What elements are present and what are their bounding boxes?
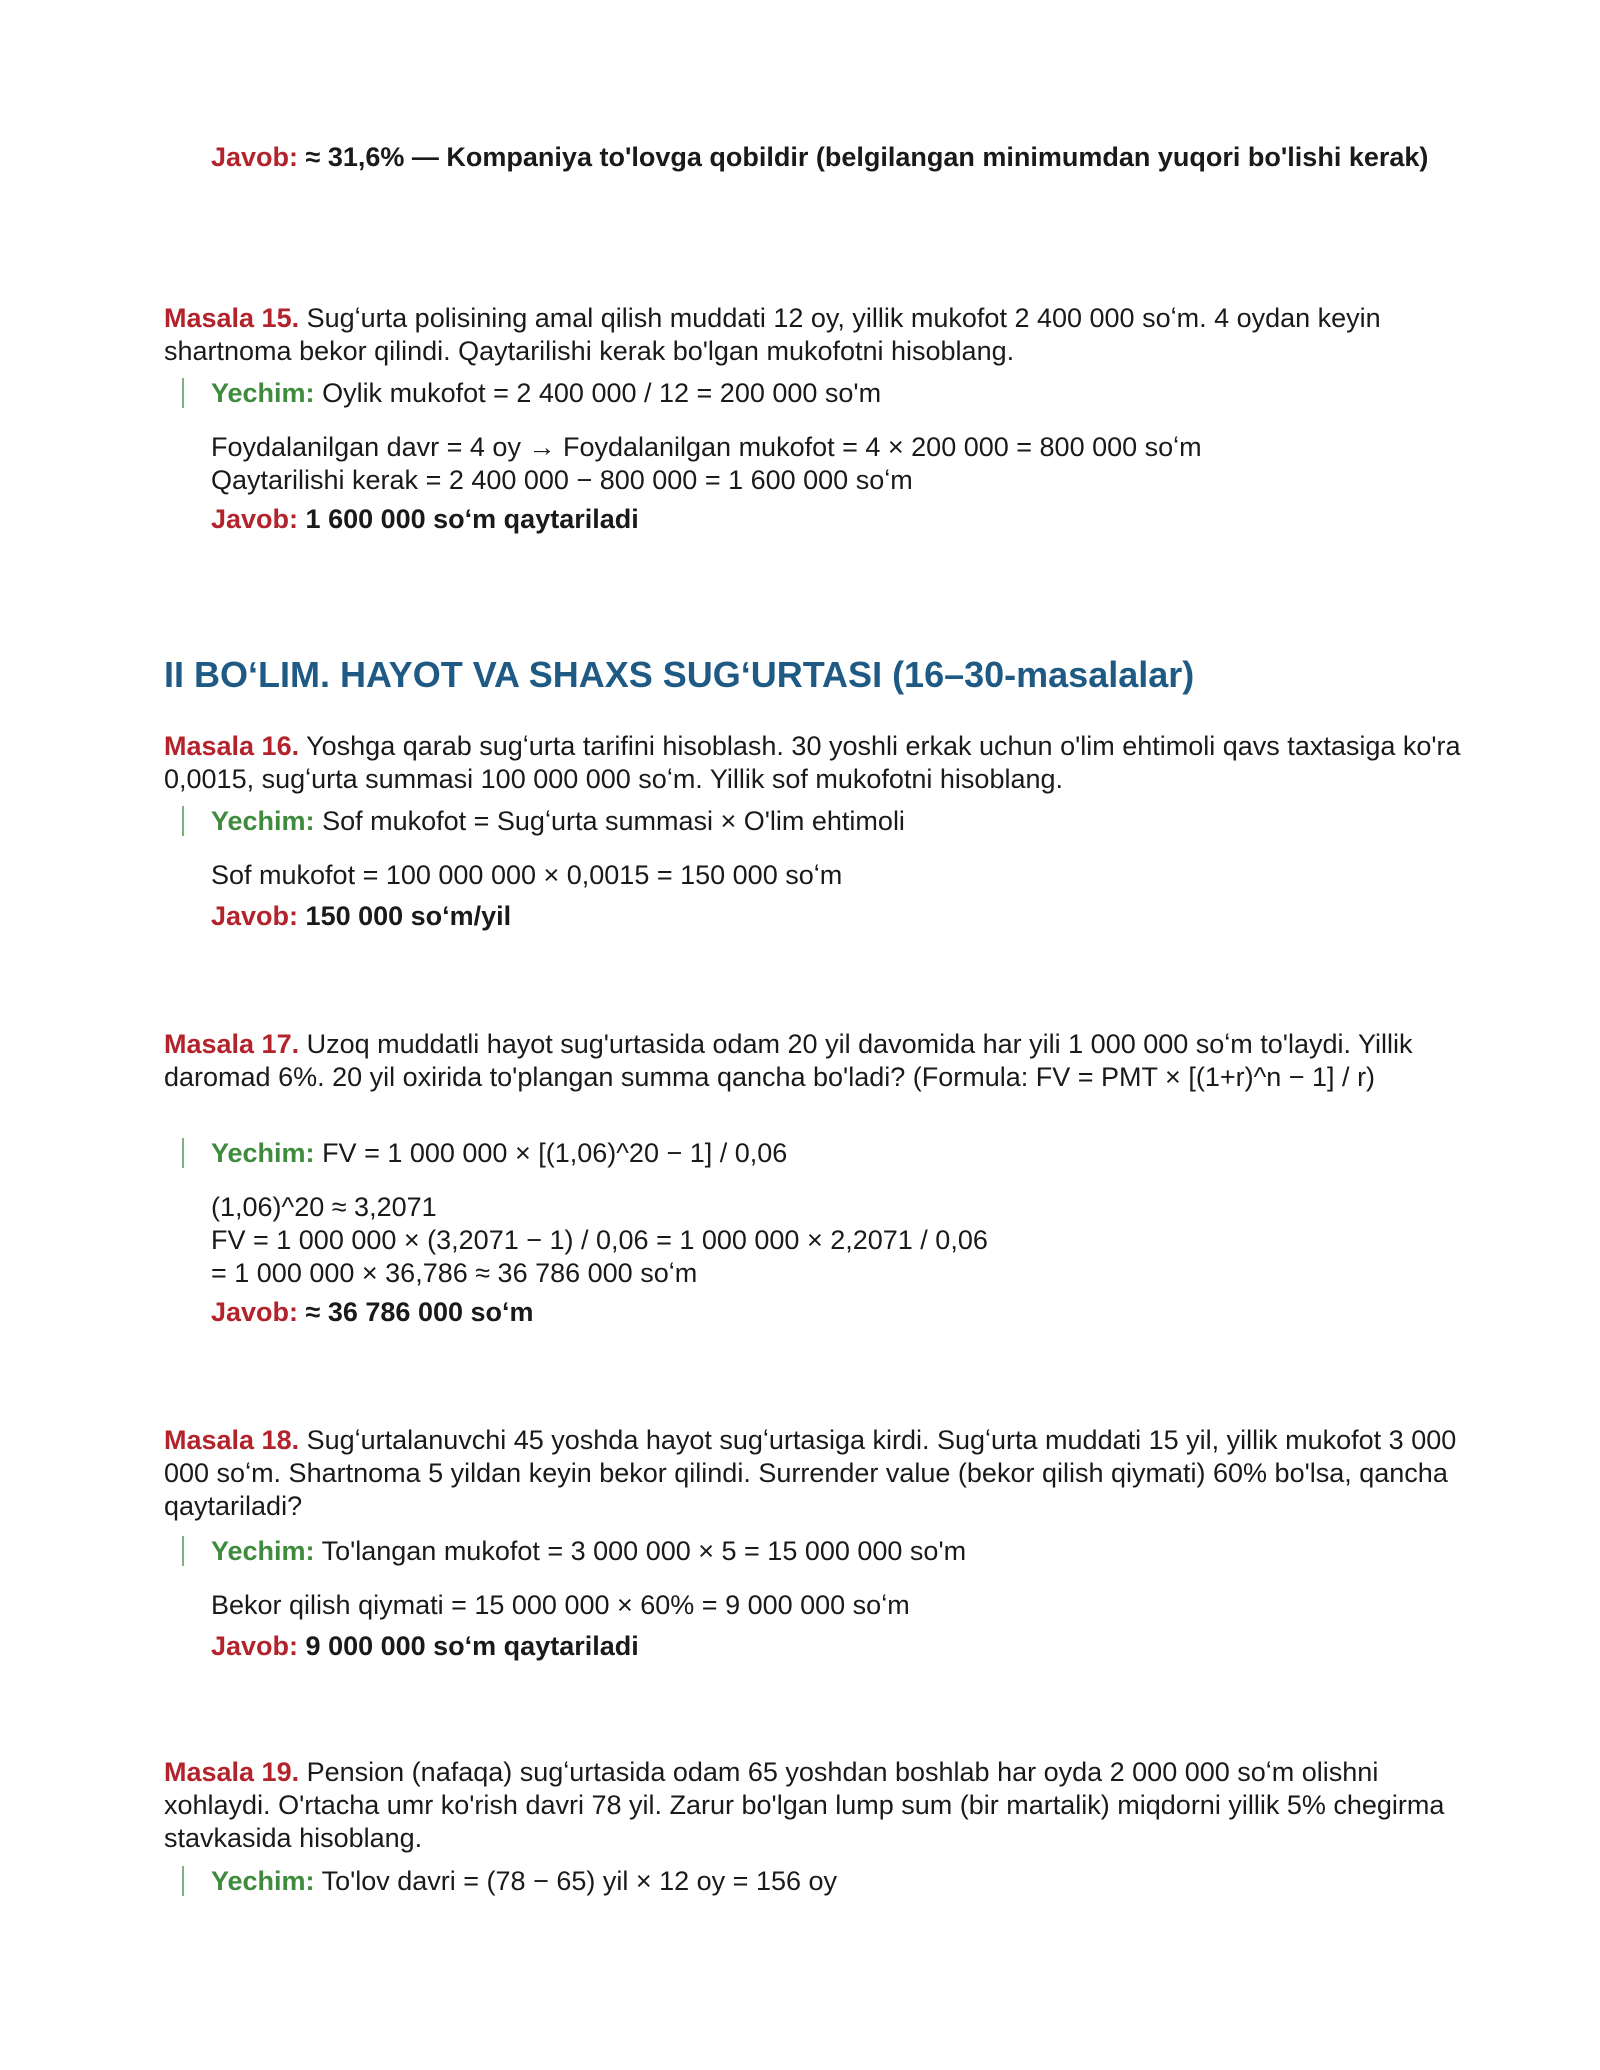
problem-text: Sugʻurta polisining amal qilish muddati 12 oy, yillik mukofot 2 400 000 soʻm. 4 oydan keyin shartnoma bekor qilindi. Qaytarilishi kerak bo'lgan mukofotni hisoblang. [164, 303, 1381, 366]
answer-text: 9 000 000 soʻm qaytariladi [305, 1631, 639, 1661]
solution-text: To'lov davri = (78 − 65) yil × 12 oy = 156 oy [321, 1866, 838, 1896]
calc-line: Qaytarilishi kerak = 2 400 000 − 800 000 = 1 600 000 soʻm [211, 465, 913, 495]
solution-bar [182, 378, 184, 408]
problem-text: Pension (nafaqa) sugʻurtasida odam 65 yoshdan boshlab har oyda 2 000 000 soʻm olishni xohlaydi. O'rtacha umr ko'rish davri 78 yil. Zarur bo'lgan lump sum (bir martalik) miqdorni yillik 5% chegirma stavkasida hisoblang. [164, 1757, 1445, 1853]
problem-16 [164, 730, 1464, 796]
solution-text: Oylik mukofot = 2 400 000 / 12 = 200 000 so'm [322, 378, 882, 408]
answer-label: Javob: [211, 142, 299, 172]
problem-text: Yoshga qarab sugʻurta tarifini hisoblash. 30 yoshli erkak uchun o'lim ehtimoli qavs taxtasiga ko'ra 0,0015, sugʻurta summasi 100 000 000 soʻm. Yillik sof mukofotni hisoblang. [164, 731, 1461, 794]
solution-bar [182, 1866, 184, 1896]
solution-15 [211, 377, 1461, 410]
solution-19 [211, 1865, 1461, 1898]
solution-label: Yechim: [211, 1866, 315, 1896]
problem-17 [164, 1028, 1464, 1094]
solution-text: To'langan mukofot = 3 000 000 × 5 = 15 000 000 so'm [321, 1536, 967, 1566]
solution-label: Yechim: [211, 1138, 315, 1168]
answer-text: ≈ 36 786 000 soʻm [305, 1297, 534, 1327]
problem-text: Uzoq muddatli hayot sug'urtasida odam 20 yil davomida har yili 1 000 000 soʻm to'laydi. Yillik daromad 6%. 20 yil oxirida to'plangan summa qancha bo'ladi? (Formula: FV = PMT × [(1+r)^n − 1] / r) [164, 1029, 1413, 1092]
calc-16 [211, 859, 1461, 892]
calc-15 [211, 431, 1461, 497]
answer-label: Javob: [211, 504, 299, 534]
problem-18 [164, 1424, 1464, 1523]
problem-text: Sugʻurtalanuvchi 45 yoshda hayot sugʻurtasiga kirdi. Sugʻurta muddati 15 yil, yillik mukofot 3 000 000 soʻm. Shartnoma 5 yildan keyin bekor qilindi. Surrender value (bekor qilish qiymati) 60% bo'lsa, qancha qaytariladi? [164, 1425, 1457, 1521]
problem-label: Masala 15. [164, 303, 300, 333]
calc-line: Foydalanilgan davr = 4 oy → Foydalanilgan mukofot = 4 × 200 000 = 800 000 soʻm [211, 432, 1202, 462]
calc-line: Sof mukofot = 100 000 000 × 0,0015 = 150 000 soʻm [211, 860, 843, 890]
solution-label: Yechim: [211, 378, 315, 408]
answer-text: 1 600 000 soʻm qaytariladi [305, 504, 639, 534]
solution-bar [182, 1138, 184, 1168]
solution-18 [211, 1535, 1461, 1568]
answer-label: Javob: [211, 1631, 299, 1661]
answer-14 [211, 141, 1441, 174]
calc-line: (1,06)^20 ≈ 3,2071 [211, 1192, 437, 1222]
answer-text: ≈ 31,6% — Kompaniya to'lovga qobildir (belgilangan minimumdan yuqori bo'lishi kerak) [305, 142, 1429, 172]
answer-18 [211, 1630, 1461, 1663]
problem-15 [164, 302, 1464, 368]
solution-17 [211, 1137, 1461, 1170]
calc-line: FV = 1 000 000 × (3,2071 − 1) / 0,06 = 1 000 000 × 2,2071 / 0,06 [211, 1225, 988, 1255]
calc-line: Bekor qilish qiymati = 15 000 000 × 60% = 9 000 000 soʻm [211, 1590, 910, 1620]
answer-17 [211, 1296, 1461, 1329]
problem-label: Masala 16. [164, 731, 300, 761]
problem-label: Masala 19. [164, 1757, 300, 1787]
solution-label: Yechim: [211, 1536, 315, 1566]
calc-17 [211, 1191, 1461, 1290]
solution-16 [211, 805, 1461, 838]
calc-line: = 1 000 000 × 36,786 ≈ 36 786 000 soʻm [211, 1258, 698, 1288]
solution-text: FV = 1 000 000 × [(1,06)^20 − 1] / 0,06 [322, 1138, 788, 1168]
answer-15 [211, 503, 1461, 536]
calc-18 [211, 1589, 1461, 1622]
solution-label: Yechim: [211, 806, 315, 836]
answer-16 [211, 900, 1461, 933]
solution-bar [182, 806, 184, 836]
solution-text: Sof mukofot = Sugʻurta summasi × O'lim ehtimoli [322, 806, 905, 836]
problem-label: Masala 17. [164, 1029, 300, 1059]
problem-19 [164, 1756, 1464, 1855]
problem-label: Masala 18. [164, 1425, 300, 1455]
answer-label: Javob: [211, 1297, 299, 1327]
answer-text: 150 000 soʻm/yil [305, 901, 512, 931]
solution-bar [182, 1536, 184, 1566]
section-heading: II BOʻLIM. HAYOT VA SHAXS SUGʻURTASI (16–30-masalalar) [164, 654, 1195, 695]
answer-label: Javob: [211, 901, 299, 931]
